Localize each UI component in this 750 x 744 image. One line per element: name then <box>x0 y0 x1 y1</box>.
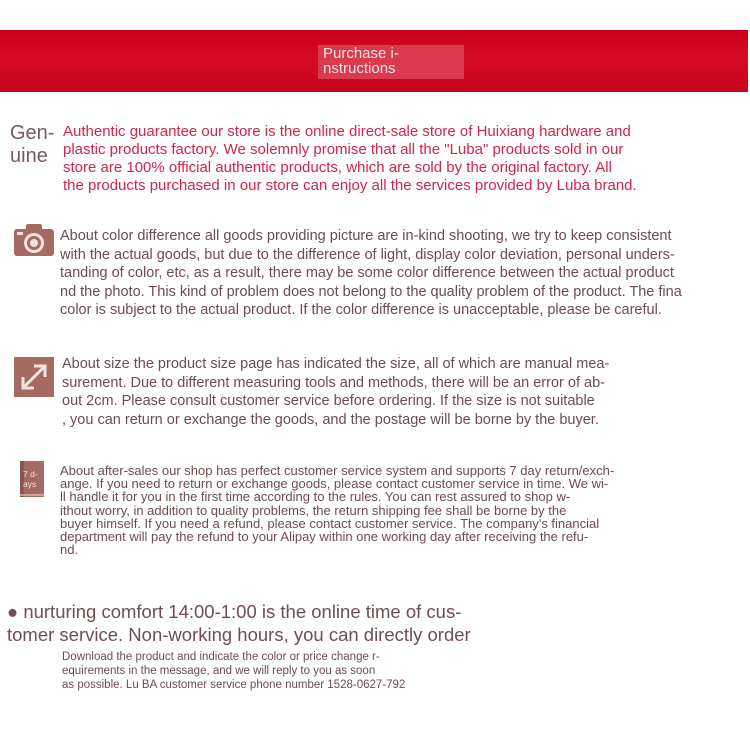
header-banner <box>0 30 748 92</box>
seven-days-book-icon <box>17 459 47 499</box>
service-note-text: Download the product and indicate the color or price change r- equirements in the message, and we will reply to you as soon as possible. Lu BA customer service phone number 1528-0627-792 <box>62 651 406 691</box>
genuine-guarantee-text: Authentic guarantee our store is the online direct-sale store of Huixiang hardware and plastic products factory. We solemnly promise that all the "Luba" products sold in our store are 100% official authentic products, which are sold by the original factory. All the products purchased in our store can enjoy all the services provided by Luba brand. <box>63 123 637 194</box>
service-hours-text: ● nurturing comfort 14:00-1:00 is the online time of cus- tomer service. Non-working hours, you can directly order <box>7 601 471 645</box>
camera-icon <box>13 223 55 257</box>
genuine-label: Gen- uine <box>10 122 55 167</box>
resize-arrow-icon <box>14 357 54 397</box>
color-difference-text: About color difference all goods providing picture are in-kind shooting, we try to keep consistent with the actual goods, but due to the difference of light, display color deviation, personal unders- tanding of color, etc, as a result, there may be some color difference between the actual product nd the photo. This kind of problem does not belong to the quality problem of the product. The fina color is subject to the actual product. If the color difference is unacceptable, please be careful. <box>60 228 682 318</box>
seven-days-label: 7 d- ays <box>23 469 38 489</box>
size-text: About size the product size page has indicated the size, all of which are manual mea- surement. Due to different measuring tools and methods, there will be an error of ab- out 2cm. Please consult customer service before ordering. If the size is not suitable , you can return or exchange the goods, and the postage will be borne by the buyer. <box>62 356 610 428</box>
after-sales-text: About after-sales our shop has perfect customer service system and supports 7 day return/exch- ange. If you need to return or exchange goods, please contact customer service in time. We wi- ll handle it for you in the first time according to the rules. You can rest assured to shop w- ithout worry, in addition to quality problems, the return shipping fee shall be borne by the buyer himself. If you need a refund, please contact customer service. The company's financial department will pay the refund to your Alipay within one working day after receiving the refu- nd. <box>60 463 615 558</box>
banner-title: Purchase i- nstructions <box>318 45 464 79</box>
